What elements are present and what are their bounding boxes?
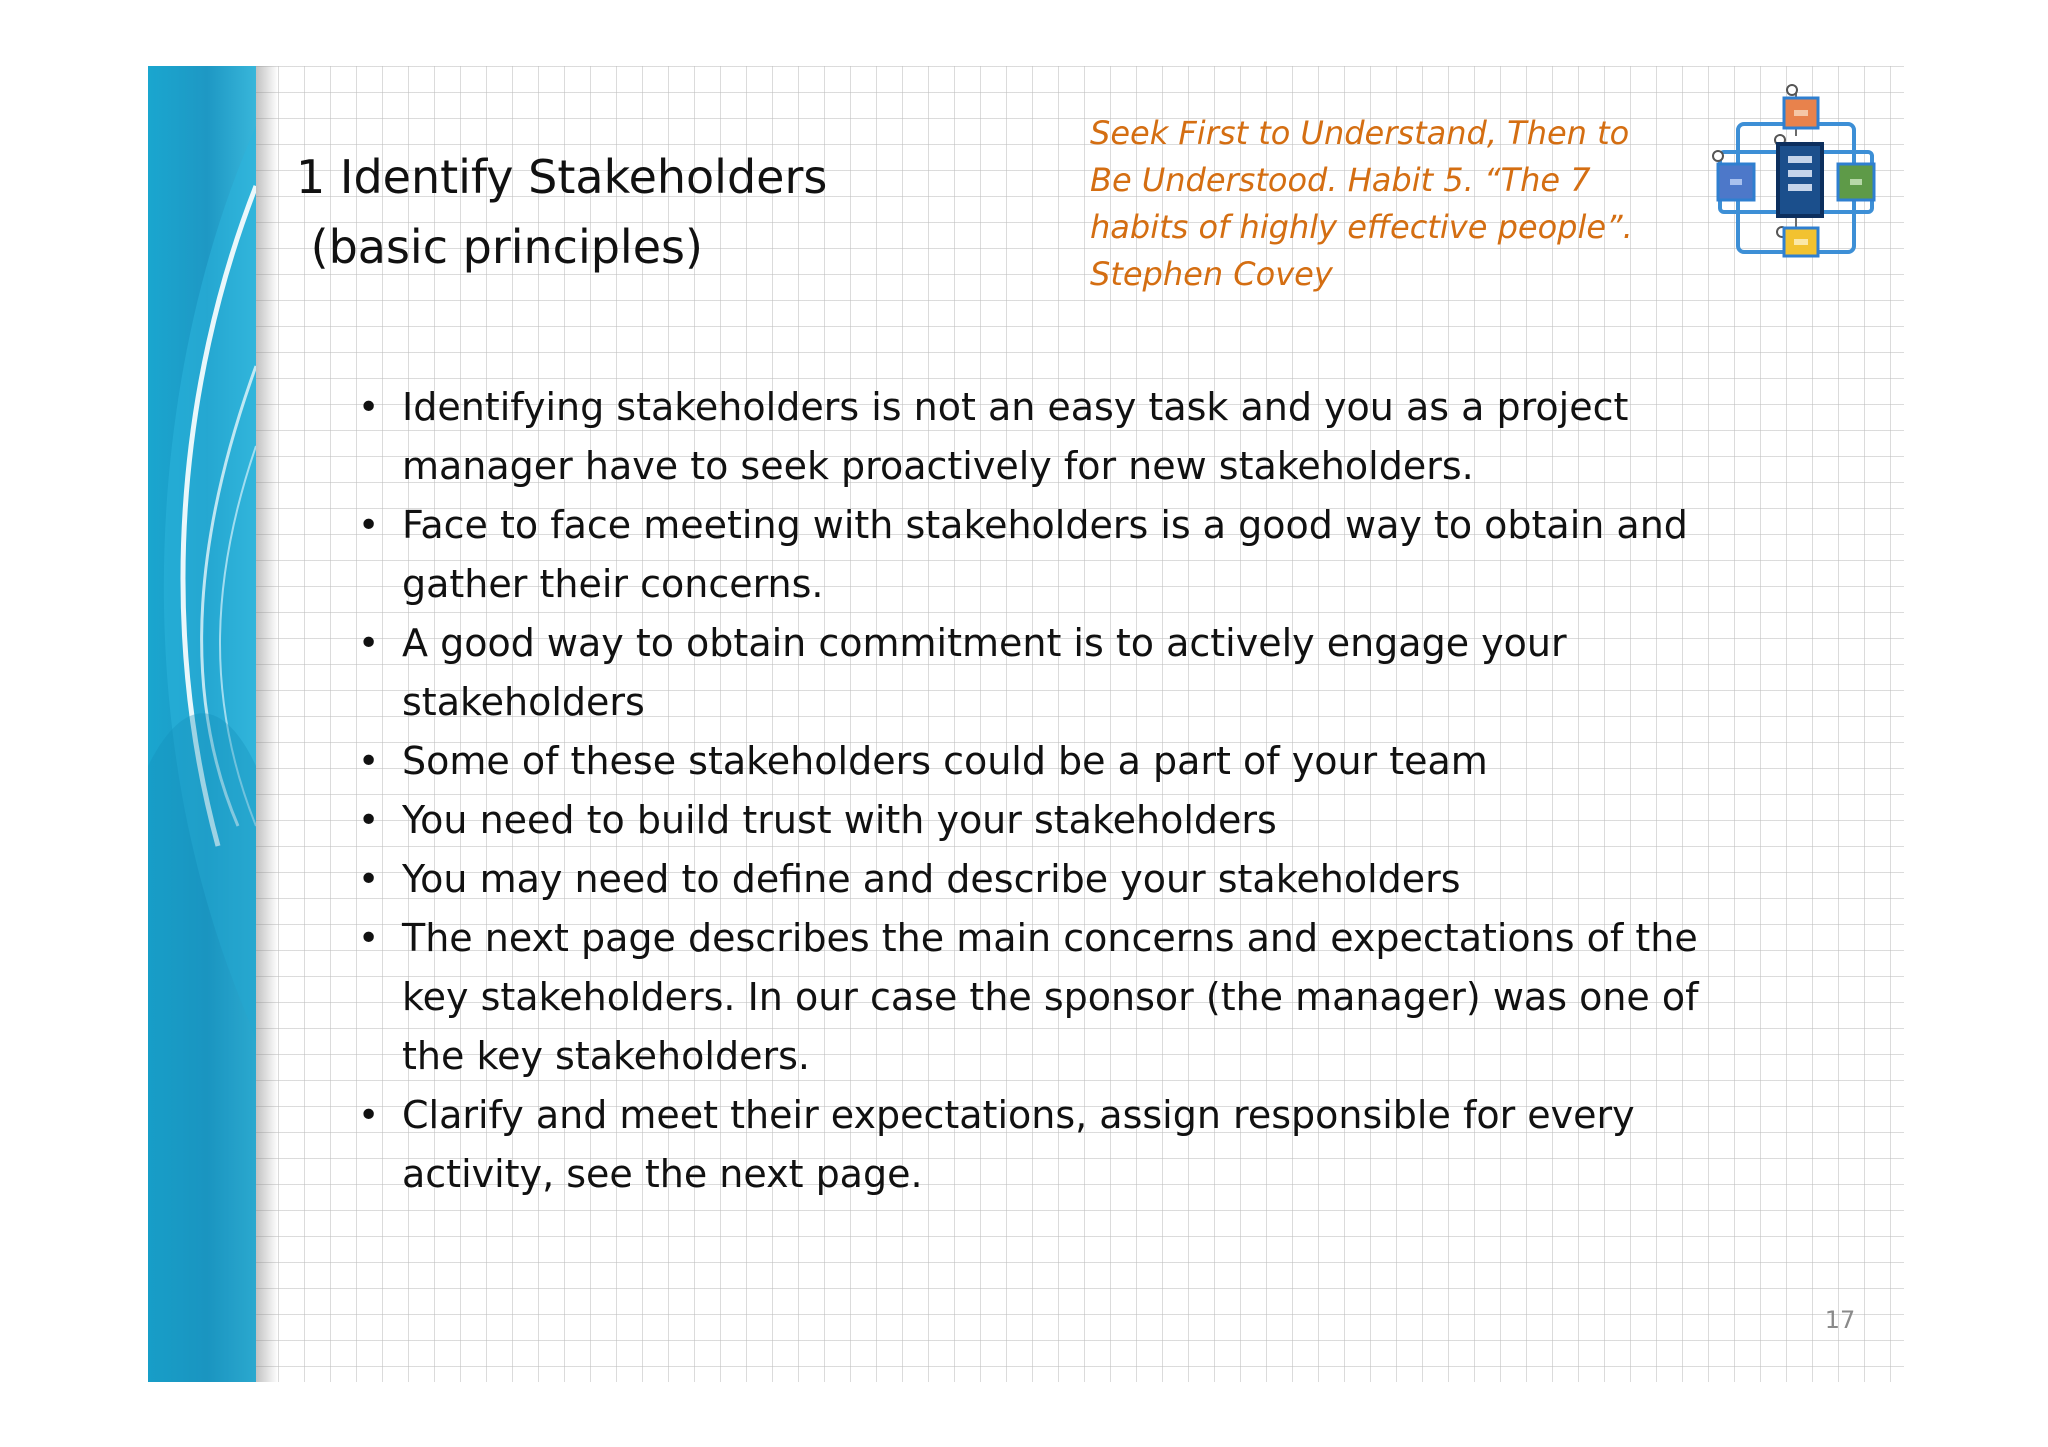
bullet-text-line: stakeholders [402,680,645,724]
quote-line: Stephen Covey [1090,255,1333,293]
bullet-marker: • [358,918,380,959]
bullet-text-line: The next page describes the main concerns and expectations of the [402,916,1698,960]
bullet-text-line: activity, see the next page. [402,1152,923,1196]
side-band-shadow [256,66,278,1382]
bullet-marker: • [358,800,380,841]
bullet-text-line: You may need to define and describe your stakeholders [402,857,1461,901]
bullet-text-line: Clarify and meet their expectations, assign responsible for every [402,1093,1635,1137]
list-item [358,378,1842,496]
list-item [358,1086,1842,1204]
bullet-marker: • [358,741,380,782]
bullet-text-line: Some of these stakeholders could be a part of your team [402,739,1488,783]
bullet-text-line: gather their concerns. [402,562,824,606]
stakeholder-network-diagram-icon [1708,84,1888,264]
side-swoosh-decoration [148,66,256,1382]
slide [148,66,1904,1382]
covey-quote [1090,110,1650,298]
list-item [358,909,1842,1086]
page-number: 17 [1824,1306,1856,1334]
bullet-text-line: manager have to seek proactively for new stakeholders. [402,444,1474,488]
quote-line: Seek First to Understand, Then to [1090,114,1630,152]
bullet-text-line: A good way to obtain commitment is to actively engage your [402,621,1567,665]
bullet-text-line: Face to face meeting with stakeholders is a good way to obtain and [402,503,1688,547]
slide-title [296,142,996,282]
slide-title-line: (basic principles) [296,220,703,274]
bullet-text-line: the key stakeholders. [402,1034,810,1078]
bullet-text-line: Identifying stakeholders is not an easy task and you as a project [402,385,1629,429]
bullet-marker: • [358,1095,380,1136]
bullet-marker: • [358,859,380,900]
slide-title-line: 1 Identify Stakeholders [296,150,828,204]
list-item [358,732,1842,791]
quote-line: Be Understood. Habit 5. “The 7 [1090,161,1591,199]
list-item [358,614,1842,732]
bullet-marker: • [358,387,380,428]
list-item [358,791,1842,850]
bullet-list [358,378,1842,1204]
bullet-text-line: key stakeholders. In our case the sponsor (the manager) was one of [402,975,1699,1019]
quote-line: habits of highly effective people”. [1090,208,1633,246]
bullet-marker: • [358,623,380,664]
list-item [358,850,1842,909]
bullet-marker: • [358,505,380,546]
list-item [358,496,1842,614]
bullet-text-line: You need to build trust with your stakeholders [402,798,1277,842]
